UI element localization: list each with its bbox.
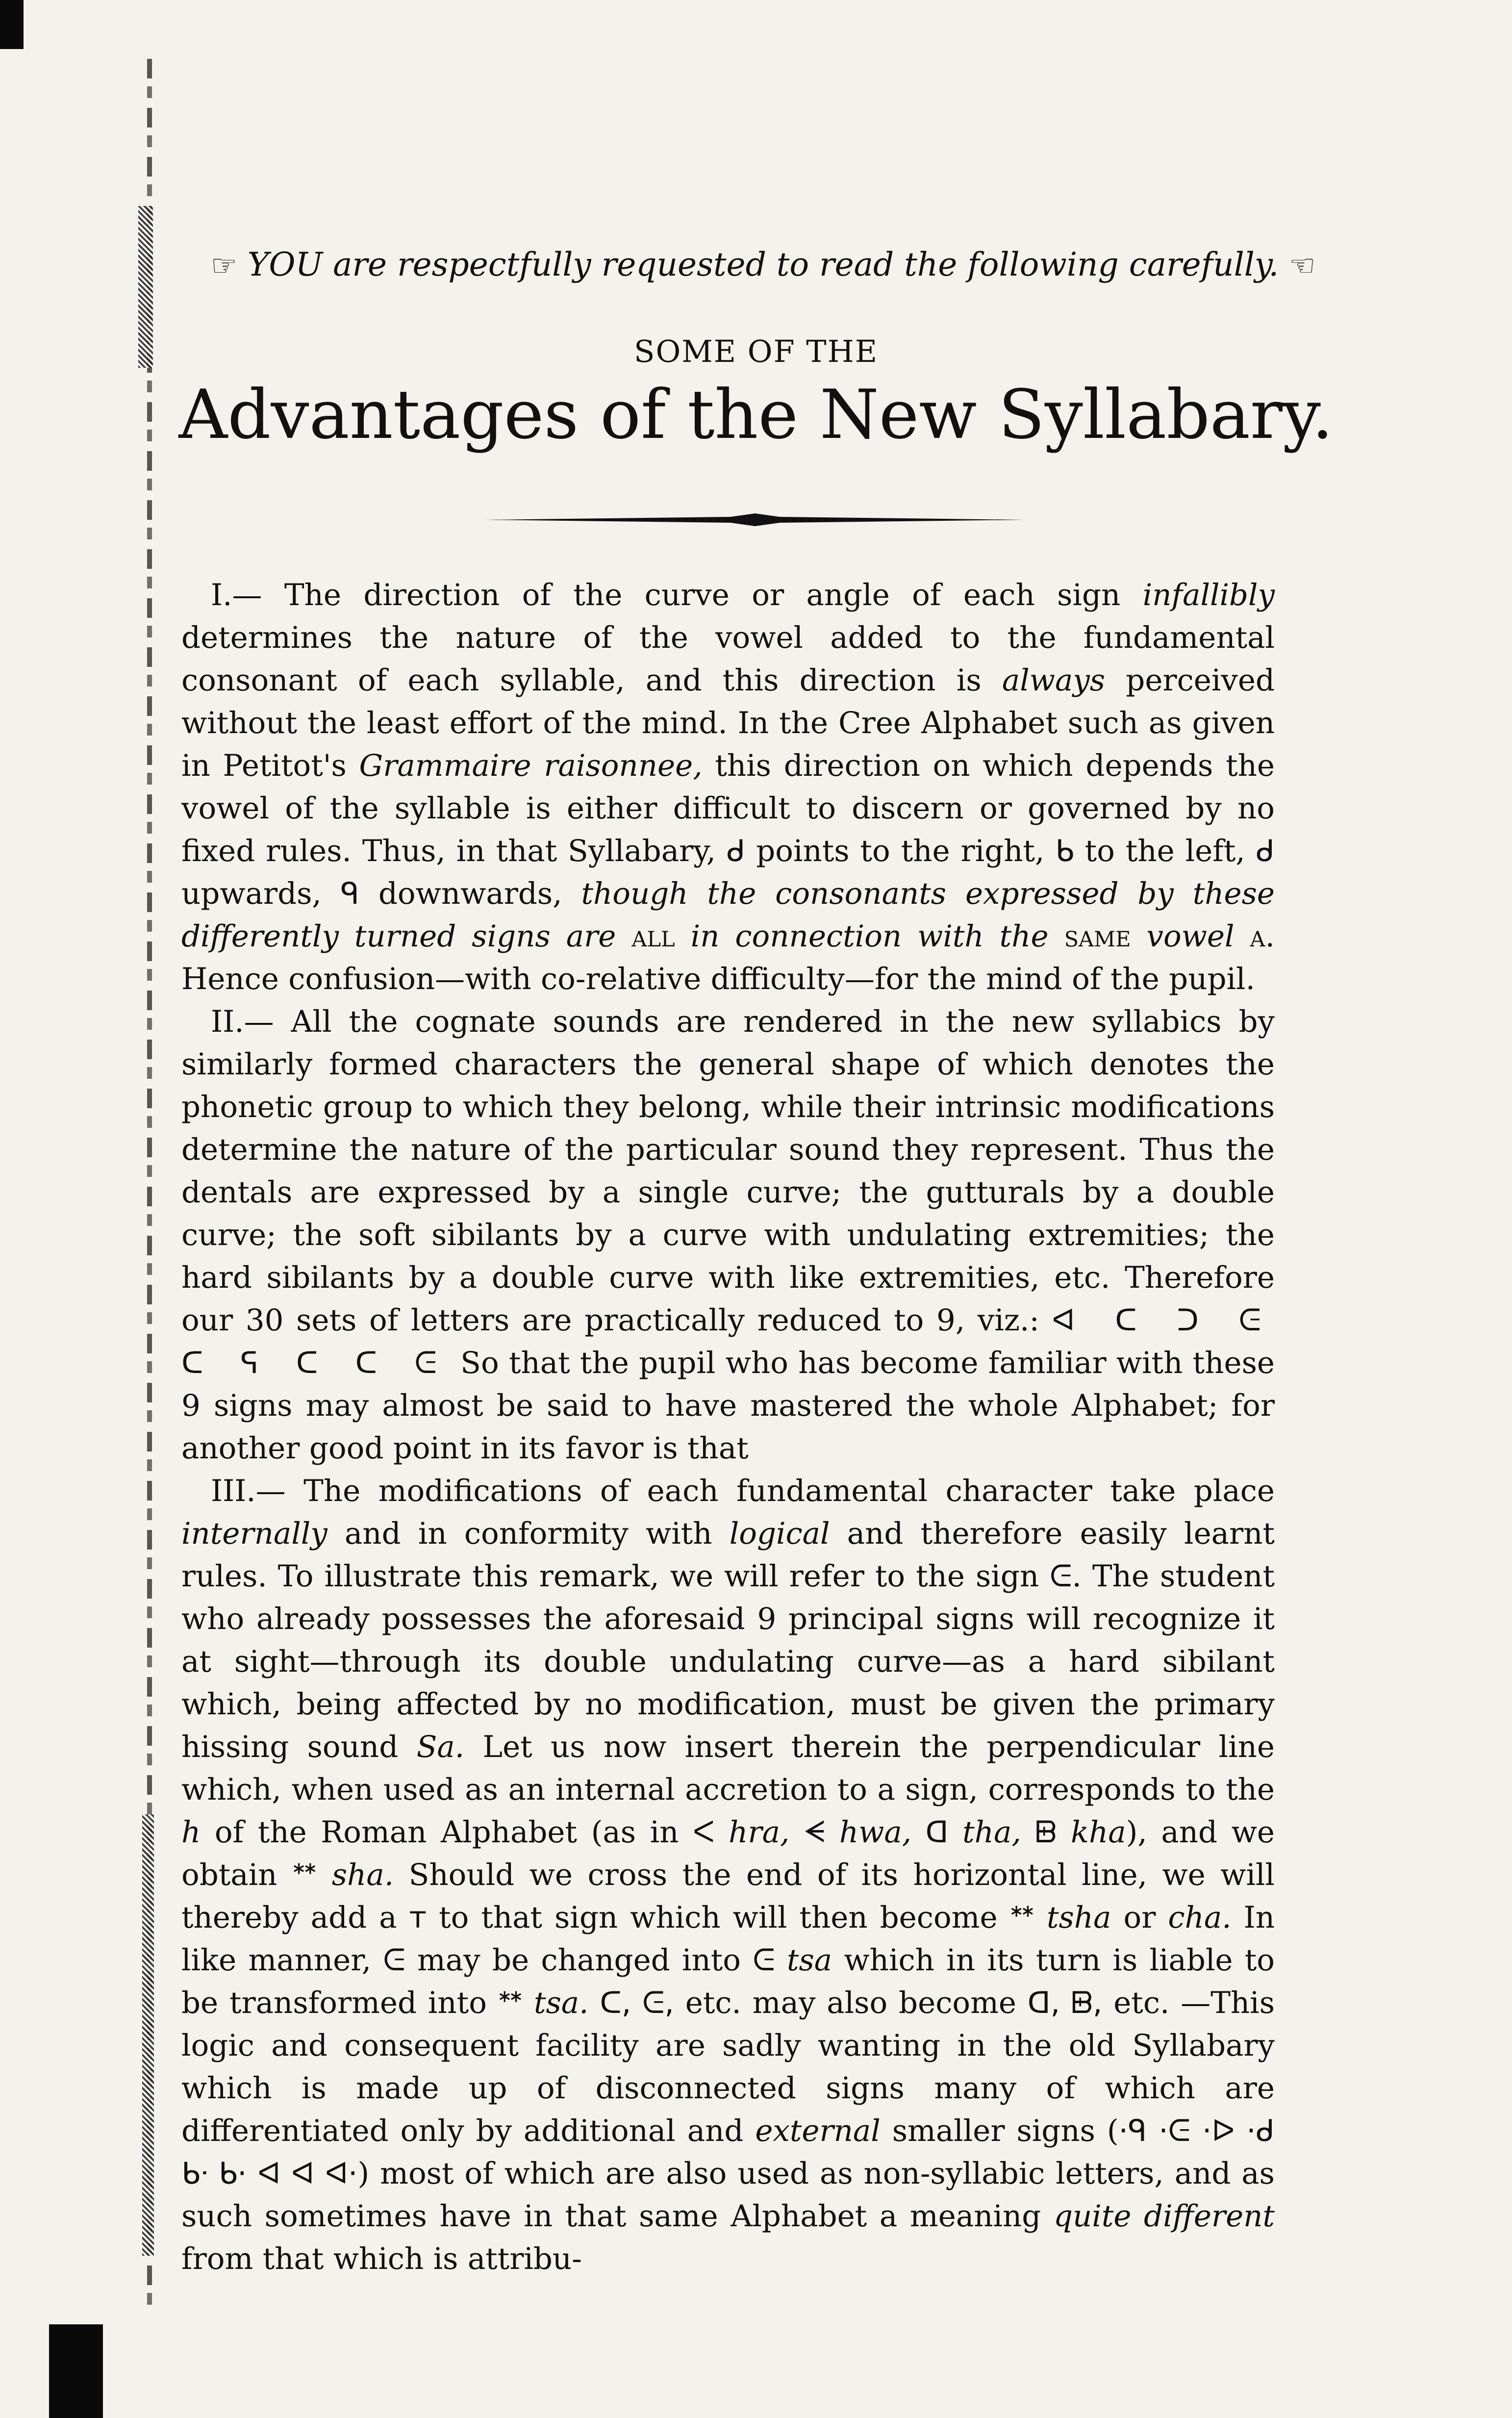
notice-text: YOU are respectfully requested to read the following carefully.	[247, 246, 1279, 283]
pre-title: SOME OF THE	[634, 333, 878, 369]
nine-principal-signs: ᐊ ᑕ ᑐ ᕮ ᑕ ᕋ ᑕ ᑕ ᕮ	[181, 1303, 1275, 1380]
page-title: Advantages of the New Syllabary.	[178, 375, 1334, 454]
ornamental-rule	[485, 512, 1025, 527]
margin-binding-stripe	[142, 1814, 154, 2256]
bottom-left-scan-mark	[49, 2324, 103, 2418]
article-body	[181, 574, 1275, 2280]
pointing-hand-left-icon: ☜	[1289, 249, 1316, 283]
pointing-hand-icon: ☞	[211, 249, 237, 283]
section-1: I.— The direction of the curve or angle of each sign infallibly determines the nature of the vowel added to the fundamental consonant of each syllable, and this direction is always perceived without the least effort of the mind. In the Cree Alphabet such as given in Petitot's Grammaire raisonnee, this direction on which depends the vowel of the syllable is either difficult to discern or governed by no fixed rules. Thus, in that Syllabary, ᑯ points to the right, ᑲ to the left, ᑯ upwards, ᑫ downwards, though the consonants expressed by these differently turned signs are all in connection with the same vowel a. Hence confusion—with co-relative difficulty—for the mind of the pupil.	[181, 578, 1275, 996]
section-2: II.— All the cognate sounds are rendered in the new syllabics by similarly formed characters the general shape of which denotes the phonetic group to which they belong, while their intrinsic modifications determine the nature of the particular sound they represent. Thus the dentals are expressed by a single curve; the gutturals by a double curve; the soft sibilants by a curve with undulating extremities; the hard sibilants by a double curve with like extremities, etc. Therefore our 30 sets of letters are practically reduced to 9, viz.: ᐊ ᑕ ᑐ ᕮ ᑕ ᕋ ᑕ ᑕ ᕮ So that the pupil who has become familiar with these 9 signs may almost be said to have mastered the whole Alphabet; for another good point in its favor is that	[181, 1004, 1275, 1466]
top-left-scan-mark	[0, 0, 24, 49]
section-3: III.— The modifications of each fundamental character take place internally and in conformity with logical and therefore easily learnt rules. To illustrate this remark, we will refer to the sign ᕮ. The student who already possesses the aforesaid 9 principal signs will recognize it at sight—through its double undulating curve—as a hard sibilant which, being affected by no modification, must be given the primary hissing sound Sa. Let us now insert therein the perpendicular line which, when used as an internal accretion to a sign, corresponds to the h of the Roman Alphabet (as in ᐸ hra, ᗕ hwa, ᗡ tha, ᗸ kha), and we obtain ᕯ sha. Should we cross the end of its horizontal line, we will thereby add a т to that sign which will then become ᕯ tsha or cha. In like manner, ᕮ may be changed into ᕮ tsa which in its turn is liable to be transformed into ᕯ tsa. ᑕ, ᕮ, etc. may also become ᗡ, ᗸ, etc. —This logic and consequent facility are sadly wanting in the old Syllabary which is made up of disconnected signs many of which are differentiated only by additional and external smaller signs (·ᑫ ·ᕮ ·ᐅ ·ᑯ ᑲᐧ ᑲ· ᐊ ᐊ ᐊ·) most of which are also used as non-syllabic letters, and as such sometimes have in that same Alphabet a meaning quite different from that which is attribu-	[181, 1474, 1275, 2276]
reader-notice	[211, 245, 1316, 284]
